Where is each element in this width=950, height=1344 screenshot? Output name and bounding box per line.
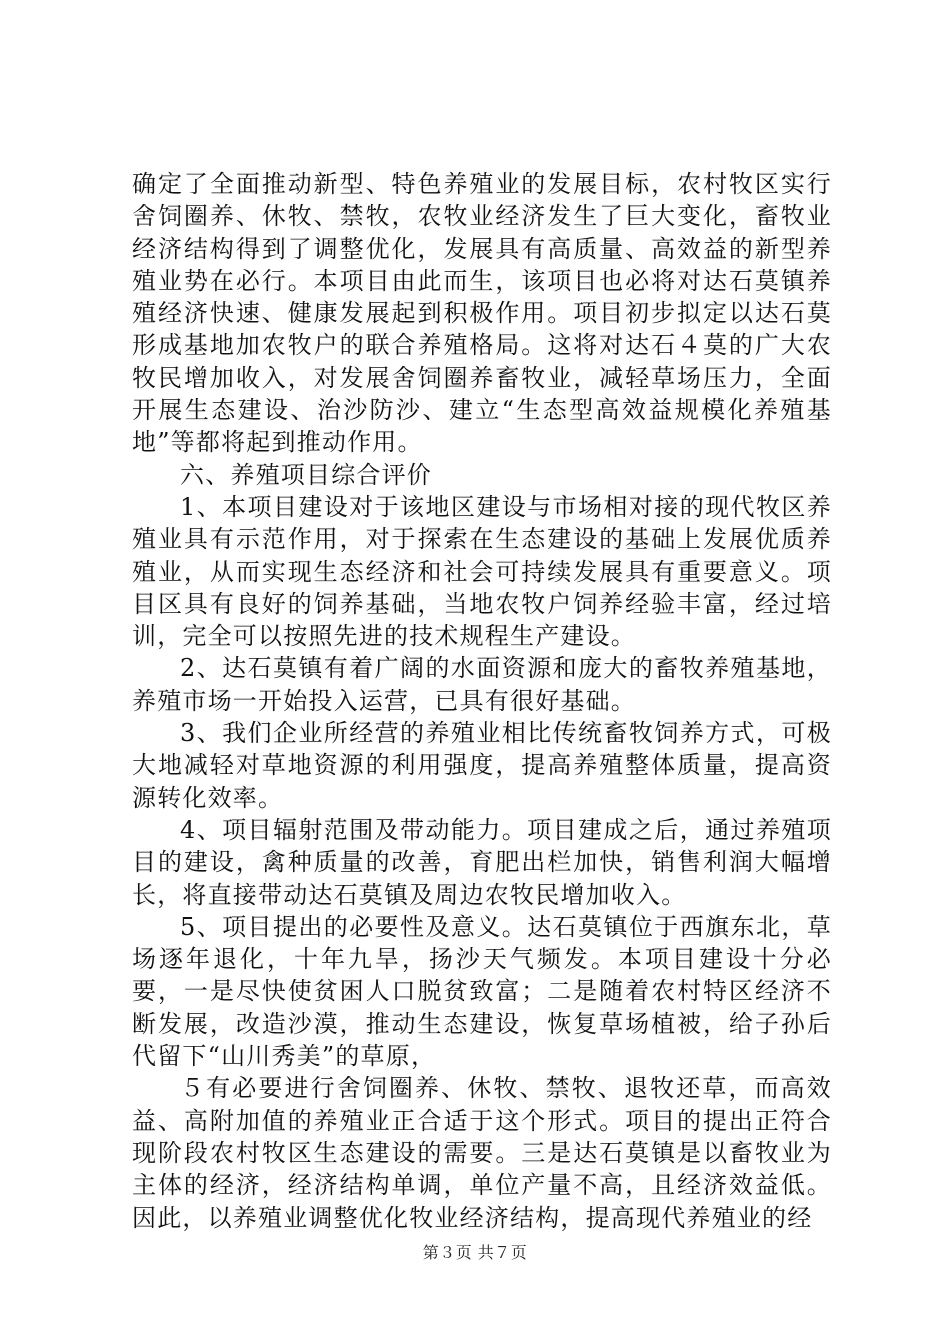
paragraph-item-5: 5、项目提出的必要性及意义。达石莫镇位于西旗东北，草场逐年退化，十年九旱，扬沙天气频发。本项目建设十分必要，一是尽快使贫困人口脱贫致富；二是随着农村特区经济不断发展，改造沙漠，推动生态建设，恢复草场植被，给子孙后代留下“山川秀美”的草原，: [132, 912, 832, 1071]
document-body: [132, 168, 832, 1234]
paragraph-item-4: 4、项目辐射范围及带动能力。项目建成之后，通过养殖项目的建设，禽种质量的改善，育肥出栏加快，销售利润大幅增长，将直接带动达石莫镇及周边农牧民增加收入。: [132, 815, 832, 909]
section-heading: 六、养殖项目综合评价: [180, 460, 432, 489]
paragraph-item-2: 2、达石莫镇有着广阔的水面资源和庞大的畜牧养殖基地，养殖市场一开始投入运营，已具有很好基础。: [132, 654, 832, 715]
page-footer: 第３页 共７页: [422, 1243, 528, 1262]
paragraph-item-5-continued: ５有必要进行舍饲圈养、休牧、禁牧、退牧还草，而高效益、高附加值的养殖业正合适于这个形式。项目的提出正符合现阶段农村牧区生态建设的需要。三是达石莫镇是以畜牧业为主体的经济，经济结构单调，单位产量不高，且经济效益低。因此，以养殖业调整优化牧业经济结构，提高现代养殖业的经: [132, 1074, 832, 1232]
paragraph-continuation: 确定了全面推动新型、特色养殖业的发展目标，农村牧区实行舍饲圈养、休牧、禁牧，农牧业经济发生了巨大变化，畜牧业经济结构得到了调整优化，发展具有高质量、高效益的新型养殖业势在必行。本项目由此而生，该项目也必将对达石莫镇养殖经济快速、健康发展起到积极作用。项目初步拟定以达石莫形成基地加农牧户的联合养殖格局。这将对达石４莫的广大农牧民增加收入，对发展舍饲圈养畜牧业，减轻草场压力，全面开展生态建设、治沙防沙、建立“生态型高效益规模化养殖基地”等都将起到推动作用。: [132, 170, 832, 457]
paragraph-item-1: 1、本项目建设对于该地区建设与市场相对接的现代牧区养殖业具有示范作用，对于探索在生态建设的基础上发展优质养殖业，从而实现生态经济和社会可持续发展具有重要意义。项目区具有良好的饲养基础，当地农牧户饲养经验丰富，经过培训，完全可以按照先进的技术规程生产建设。: [132, 492, 832, 651]
paragraph-item-3: 3、我们企业所经营的养殖业相比传统畜牧饲养方式，可极大地减轻对草地资源的利用强度，提高养殖整体质量，提高资源转化效率。: [132, 719, 832, 812]
